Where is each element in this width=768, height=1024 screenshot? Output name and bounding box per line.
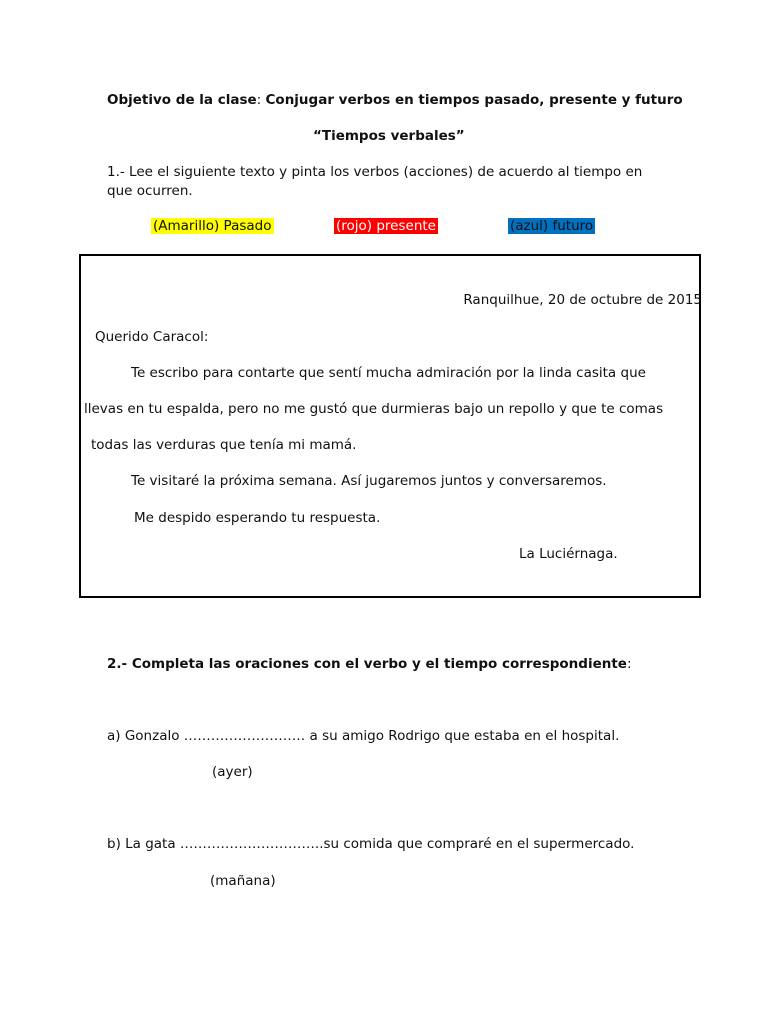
letter-body-line: Me despido esperando tu respuesta. [134,510,381,526]
exercise2-colon: : [626,656,632,672]
objective-label: Objetivo de la clase [107,92,257,108]
exercise1-line1: 1.- Lee el siguiente texto y pinta los verbos (acciones) de acuerdo al tiempo en [107,164,643,180]
objective-text: Conjugar verbos en tiempos pasado, presente y futuro [265,92,683,108]
page-title: “Tiempos verbales” [313,128,465,144]
letter-body-line: llevas en tu espalda, pero no me gustó que durmieras bajo un repollo y que te comas [84,401,664,417]
legend-future: (azul) futuro [510,218,594,234]
legend-present: (rojo) presente [336,218,436,234]
exercise2-hint-a: (ayer) [212,764,253,780]
legend-past: (Amarillo) Pasado [153,218,272,234]
exercise2-sentence-a: a) Gonzalo ……………………… a su amigo Rodrigo que estaba en el hospital. [107,728,620,744]
letter-greeting: Querido Caracol: [95,329,209,345]
exercise2-hint-b: (mañana) [210,873,276,889]
letter-signature: La Luciérnaga. [519,546,618,562]
objective-colon: : [256,92,266,108]
letter-body-line: Te visitaré la próxima semana. Así jugaremos juntos y conversaremos. [131,473,607,489]
exercise2-sentence-b: b) La gata …………………………..su comida que compraré en el supermercado. [107,836,635,852]
letter-body-line: Te escribo para contarte que sentí mucha admiración por la linda casita que [131,365,646,381]
objective-line [107,92,683,108]
letter-date: Ranquilhue, 20 de octubre de 2015 [463,292,702,308]
exercise1-line2: que ocurren. [107,183,193,199]
exercise2-heading: 2.- Completa las oraciones con el verbo y el tiempo correspondiente [107,656,627,672]
letter-body-line: todas las verduras que tenía mi mamá. [91,437,357,453]
exercise2-heading-line [107,656,632,672]
